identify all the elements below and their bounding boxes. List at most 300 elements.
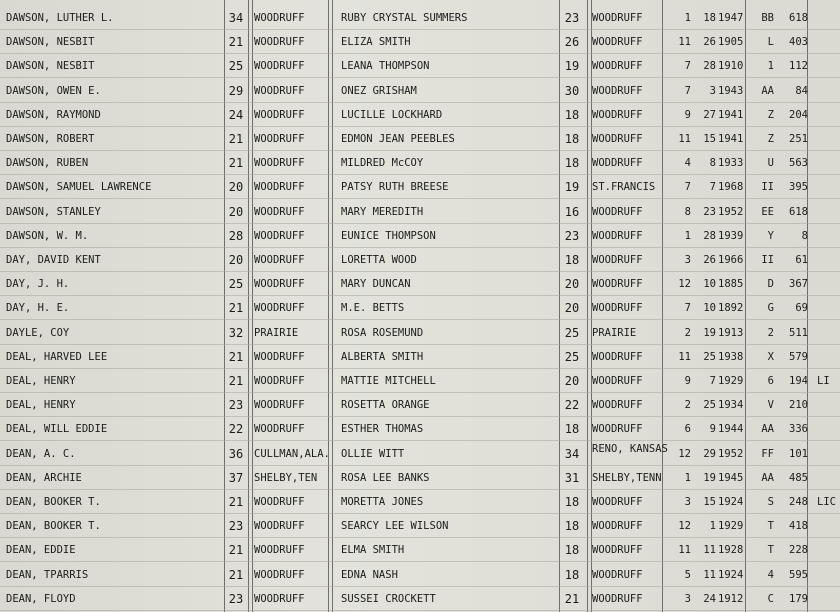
marriage-year: 1952 bbox=[718, 205, 744, 218]
bride-residence: WOODRUFF bbox=[592, 496, 643, 508]
record-row bbox=[0, 369, 840, 393]
marriage-year: 1944 bbox=[718, 423, 744, 436]
marriage-year: 1945 bbox=[718, 471, 744, 484]
bride-name: LUCILLE LOCKHARD bbox=[341, 108, 443, 121]
record-page: 618 bbox=[789, 205, 808, 218]
bride-name: OLLIE WITT bbox=[341, 447, 405, 460]
groom-age: 36 bbox=[228, 446, 244, 461]
marriage-year: 1943 bbox=[718, 84, 744, 97]
record-book: T bbox=[767, 520, 774, 533]
bride-age: 26 bbox=[564, 35, 580, 50]
record-row bbox=[0, 514, 840, 538]
marriage-month: 7 bbox=[684, 181, 691, 194]
bride-age: 18 bbox=[564, 132, 580, 146]
bride-residence: WOODRUFF bbox=[592, 568, 643, 581]
marriage-year: 1934 bbox=[718, 399, 744, 412]
groom-age: 20 bbox=[228, 204, 244, 219]
groom-name: DAWSON, SAMUEL LAWRENCE bbox=[6, 181, 152, 194]
bride-age: 21 bbox=[564, 591, 580, 606]
record-page: 194 bbox=[789, 375, 808, 387]
bride-age: 19 bbox=[564, 180, 580, 195]
groom-residence: WOODRUFF bbox=[254, 205, 305, 218]
groom-residence: WOODRUFF bbox=[254, 423, 305, 436]
groom-name: DEAN, A. C. bbox=[6, 447, 76, 460]
marriage-day: 3 bbox=[709, 84, 716, 97]
marriage-day: 25 bbox=[703, 399, 716, 412]
groom-name: DEAN, BOOKER T. bbox=[6, 520, 101, 533]
bride-name: MILDRED McCOY bbox=[341, 157, 424, 170]
marriage-day: 9 bbox=[709, 423, 716, 436]
marriage-month: 2 bbox=[684, 326, 691, 339]
groom-residence: WOODRUFF bbox=[254, 592, 305, 605]
groom-residence: WOODRUFF bbox=[254, 157, 305, 170]
bride-age: 20 bbox=[564, 277, 580, 292]
bride-residence: WOODRUFF bbox=[592, 350, 643, 363]
groom-age: 32 bbox=[228, 325, 244, 340]
bride-name: M.E. BETTS bbox=[341, 302, 405, 315]
groom-name: DEAN, ARCHIE bbox=[6, 471, 82, 484]
marriage-year: 1952 bbox=[718, 447, 744, 460]
marriage-month: 12 bbox=[678, 447, 691, 460]
groom-age: 20 bbox=[228, 253, 244, 267]
marriage-day: 7 bbox=[709, 181, 716, 194]
groom-name: DEAN, FLOYD bbox=[6, 592, 76, 605]
groom-age: 21 bbox=[228, 567, 244, 582]
bride-age: 18 bbox=[564, 519, 580, 534]
groom-residence: WOODRUFF bbox=[254, 60, 305, 73]
marriage-month: 1 bbox=[684, 12, 691, 24]
bride-name: ROSETTA ORANGE bbox=[341, 399, 430, 412]
bride-age: 30 bbox=[564, 83, 580, 98]
bride-residence: WOODRUFF bbox=[592, 60, 643, 73]
bride-residence: RENO, KANSAS bbox=[592, 442, 668, 455]
groom-name: DEAN, BOOKER T. bbox=[6, 496, 101, 508]
groom-age: 23 bbox=[228, 398, 244, 413]
groom-residence: WOODRUFF bbox=[254, 133, 305, 145]
groom-name: DAWSON, NESBIT bbox=[6, 36, 95, 49]
groom-name: DAWSON, OWEN E. bbox=[6, 84, 101, 97]
record-page: 418 bbox=[789, 520, 808, 533]
marriage-day: 15 bbox=[703, 496, 716, 508]
marriage-year: 1913 bbox=[718, 326, 744, 339]
bride-residence: WOODRUFF bbox=[592, 229, 643, 242]
record-page: 112 bbox=[789, 60, 808, 73]
record-book: S bbox=[767, 496, 774, 508]
record-row bbox=[0, 103, 840, 127]
marriage-day: 24 bbox=[703, 592, 716, 605]
groom-residence: WOODRUFF bbox=[254, 520, 305, 533]
bride-residence: WOODRUFF bbox=[592, 423, 643, 436]
bride-age: 34 bbox=[564, 446, 580, 461]
record-page: 69 bbox=[795, 302, 808, 315]
record-page: 563 bbox=[789, 157, 808, 170]
bride-name: MORETTA JONES bbox=[341, 496, 424, 508]
record-book: II bbox=[761, 181, 774, 194]
marriage-month: 9 bbox=[684, 108, 691, 121]
groom-residence: WOODRUFF bbox=[254, 36, 305, 49]
marriage-year: 1947 bbox=[718, 12, 744, 24]
bride-residence: PRAIRIE bbox=[592, 326, 637, 339]
marriage-year: 1885 bbox=[718, 278, 744, 291]
marriage-month: 7 bbox=[684, 84, 691, 97]
record-book: L bbox=[767, 36, 774, 49]
groom-residence: WOODRUFF bbox=[254, 568, 305, 581]
record-row bbox=[0, 248, 840, 272]
marriage-month: 3 bbox=[684, 254, 691, 266]
groom-age: 29 bbox=[228, 83, 244, 98]
bride-name: SEARCY LEE WILSON bbox=[341, 520, 449, 533]
record-row bbox=[0, 30, 840, 54]
bride-age: 16 bbox=[564, 204, 580, 219]
groom-residence: SHELBY,TEN bbox=[254, 471, 318, 484]
bride-age: 18 bbox=[564, 107, 580, 122]
record-row bbox=[0, 151, 840, 175]
marriage-month: 11 bbox=[678, 133, 691, 145]
bride-name: MARY MEREDITH bbox=[341, 205, 424, 218]
record-row bbox=[0, 417, 840, 441]
marriage-day: 26 bbox=[703, 36, 716, 49]
marriage-month: 6 bbox=[684, 423, 691, 436]
record-book: 6 bbox=[767, 375, 774, 387]
bride-age: 18 bbox=[564, 495, 580, 509]
marriage-month: 11 bbox=[678, 544, 691, 557]
record-row bbox=[0, 321, 840, 345]
marriage-month: 1 bbox=[684, 471, 691, 484]
marriage-year: 1941 bbox=[718, 133, 744, 145]
bride-age: 18 bbox=[564, 543, 580, 558]
marriage-month: 3 bbox=[684, 592, 691, 605]
groom-residence: WOODRUFF bbox=[254, 302, 305, 315]
record-book: 1 bbox=[767, 60, 774, 73]
record-page: 618 bbox=[789, 12, 808, 24]
record-page: 511 bbox=[789, 326, 808, 339]
record-page: 579 bbox=[789, 350, 808, 363]
bride-age: 31 bbox=[564, 470, 580, 485]
marriage-year: 1924 bbox=[718, 496, 744, 508]
record-row bbox=[0, 127, 840, 151]
bride-name: EUNICE THOMPSON bbox=[341, 229, 436, 242]
marriage-month: 1 bbox=[684, 229, 691, 242]
marriage-day: 29 bbox=[703, 447, 716, 460]
record-row bbox=[0, 296, 840, 320]
bride-residence: WOODRUFF bbox=[592, 205, 643, 218]
record-row bbox=[0, 175, 840, 199]
bride-residence: WOODRUFF bbox=[592, 302, 643, 315]
record-book: 2 bbox=[767, 326, 774, 339]
record-book: BB bbox=[761, 12, 774, 24]
record-book: T bbox=[767, 544, 774, 557]
groom-age: 21 bbox=[228, 132, 244, 146]
groom-age: 21 bbox=[228, 543, 244, 558]
record-page: 179 bbox=[789, 592, 808, 605]
record-page: 84 bbox=[795, 84, 808, 97]
record-row bbox=[0, 224, 840, 248]
bride-residence: WOODRUFF bbox=[592, 520, 643, 533]
marriage-day: 18 bbox=[703, 12, 716, 24]
record-book: U bbox=[767, 157, 774, 170]
groom-age: 37 bbox=[228, 470, 244, 485]
marriage-day: 10 bbox=[703, 278, 716, 291]
bride-age: 18 bbox=[564, 156, 580, 171]
groom-age: 21 bbox=[228, 374, 244, 388]
marriage-day: 8 bbox=[709, 157, 716, 170]
bride-name: EDMON JEAN PEEBLES bbox=[341, 133, 455, 145]
marriage-month: 3 bbox=[684, 496, 691, 508]
bride-age: 20 bbox=[564, 301, 580, 316]
groom-residence: WOODRUFF bbox=[254, 12, 305, 24]
groom-name: DAWSON, NESBIT bbox=[6, 60, 95, 73]
marriage-month: 9 bbox=[684, 375, 691, 387]
marriage-year: 1929 bbox=[718, 375, 744, 387]
groom-name: DEAL, HARVED LEE bbox=[6, 350, 108, 363]
bride-age: 22 bbox=[564, 398, 580, 413]
record-page: 248 bbox=[789, 496, 808, 508]
marriage-month: 5 bbox=[684, 568, 691, 581]
marriage-month: 7 bbox=[684, 60, 691, 73]
groom-age: 25 bbox=[228, 59, 244, 74]
marriage-year: 1912 bbox=[718, 592, 744, 605]
marriage-day: 1 bbox=[709, 520, 716, 533]
marriage-year: 1892 bbox=[718, 302, 744, 315]
groom-residence: WOODRUFF bbox=[254, 399, 305, 412]
groom-name: DAYLE, COY bbox=[6, 326, 70, 339]
groom-residence: WOODRUFF bbox=[254, 229, 305, 242]
groom-residence: PRAIRIE bbox=[254, 326, 299, 339]
bride-age: 18 bbox=[564, 422, 580, 437]
bride-residence: WOODRUFF bbox=[592, 84, 643, 97]
bride-name: ROSA ROSEMUND bbox=[341, 326, 424, 339]
record-row bbox=[0, 442, 840, 466]
marriage-year: 1928 bbox=[718, 544, 744, 557]
record-book: AA bbox=[761, 84, 774, 97]
marriage-day: 19 bbox=[703, 471, 716, 484]
record-page: 403 bbox=[789, 36, 808, 49]
marriage-day: 11 bbox=[703, 568, 716, 581]
record-book: EE bbox=[761, 205, 774, 218]
bride-residence: WOODRUFF bbox=[592, 12, 643, 24]
marriage-year: 1968 bbox=[718, 181, 744, 194]
marriage-year: 1938 bbox=[718, 350, 744, 363]
marriage-year: 1966 bbox=[718, 254, 744, 266]
record-book: AA bbox=[761, 423, 774, 436]
bride-age: 25 bbox=[564, 325, 580, 340]
marriage-day: 7 bbox=[709, 375, 716, 387]
marriage-day: 11 bbox=[703, 544, 716, 557]
record-page: 210 bbox=[789, 399, 808, 412]
groom-residence: WOODRUFF bbox=[254, 278, 305, 291]
groom-name: DEAN, TPARRIS bbox=[6, 568, 89, 581]
record-row bbox=[0, 272, 840, 296]
record-book: Z bbox=[767, 108, 774, 121]
record-book: II bbox=[761, 254, 774, 266]
groom-name: DAWSON, ROBERT bbox=[6, 133, 95, 145]
groom-residence: WOODRUFF bbox=[254, 544, 305, 557]
bride-residence: WOODRUFF bbox=[592, 254, 643, 266]
groom-name: DAWSON, RAYMOND bbox=[6, 108, 101, 121]
marriage-day: 26 bbox=[703, 254, 716, 266]
record-page: 228 bbox=[789, 544, 808, 557]
record-page: 61 bbox=[795, 254, 808, 266]
groom-age: 23 bbox=[228, 519, 244, 534]
groom-residence: WOODRUFF bbox=[254, 496, 305, 508]
marriage-month: 8 bbox=[684, 205, 691, 218]
bride-age: 18 bbox=[564, 253, 580, 267]
groom-name: DEAN, EDDIE bbox=[6, 544, 76, 557]
bride-age: 18 bbox=[564, 567, 580, 582]
record-book: AA bbox=[761, 471, 774, 484]
record-book: Y bbox=[767, 229, 774, 242]
bride-name: EDNA NASH bbox=[341, 568, 398, 581]
marriage-month: 2 bbox=[684, 399, 691, 412]
groom-age: 24 bbox=[228, 107, 244, 122]
marriage-month: 7 bbox=[684, 302, 691, 315]
record-row bbox=[0, 466, 840, 490]
record-row bbox=[0, 563, 840, 587]
groom-age: 23 bbox=[228, 591, 244, 606]
record-book: FF bbox=[761, 447, 774, 460]
marriage-year: 1924 bbox=[718, 568, 744, 581]
bride-residence: SHELBY,TENN bbox=[592, 471, 662, 484]
marriage-year: 1905 bbox=[718, 36, 744, 49]
bride-name: ELIZA SMITH bbox=[341, 36, 411, 49]
bride-name: ROSA LEE BANKS bbox=[341, 471, 430, 484]
record-page: 8 bbox=[801, 229, 808, 242]
bride-name: MATTIE MITCHELL bbox=[341, 375, 436, 387]
marriage-day: 28 bbox=[703, 229, 716, 242]
record-row bbox=[0, 538, 840, 562]
groom-name: DEAL, HENRY bbox=[6, 375, 76, 387]
record-row bbox=[0, 490, 840, 514]
bride-age: 25 bbox=[564, 349, 580, 364]
groom-name: DAWSON, STANLEY bbox=[6, 205, 101, 218]
groom-name: DAWSON, W. M. bbox=[6, 229, 89, 242]
groom-name: DAWSON, RUBEN bbox=[6, 157, 89, 170]
groom-age: 20 bbox=[228, 180, 244, 195]
bride-residence: WODDRUFF bbox=[592, 157, 643, 170]
bride-name: LEANA THOMPSON bbox=[341, 60, 430, 73]
bride-residence: WOODRUFF bbox=[592, 278, 643, 291]
bride-age: 23 bbox=[564, 11, 580, 25]
bride-age: 19 bbox=[564, 59, 580, 74]
marriage-year: 1939 bbox=[718, 229, 744, 242]
record-book: C bbox=[767, 592, 774, 605]
marriage-month: 11 bbox=[678, 36, 691, 49]
bride-residence: WOODRUFF bbox=[592, 399, 643, 412]
record-page: 101 bbox=[789, 447, 808, 460]
marriage-month: 12 bbox=[678, 520, 691, 533]
record-book: D bbox=[767, 278, 774, 291]
record-row bbox=[0, 200, 840, 224]
groom-name: DAY, DAVID KENT bbox=[6, 254, 101, 266]
bride-age: 23 bbox=[564, 228, 580, 243]
record-page: 595 bbox=[789, 568, 808, 581]
groom-age: 28 bbox=[228, 228, 244, 243]
marriage-day: 15 bbox=[703, 133, 716, 145]
bride-residence: WOODRUFF bbox=[592, 592, 643, 605]
record-book: X bbox=[767, 350, 774, 363]
groom-age: 34 bbox=[228, 11, 244, 25]
groom-name: DEAL, HENRY bbox=[6, 399, 76, 412]
groom-residence: WOODRUFF bbox=[254, 84, 305, 97]
groom-name: DAY, H. E. bbox=[6, 302, 70, 315]
groom-residence: CULLMAN,ALA. bbox=[254, 447, 330, 460]
groom-age: 21 bbox=[228, 349, 244, 364]
record-page: 485 bbox=[789, 471, 808, 484]
groom-residence: WOODRUFF bbox=[254, 108, 305, 121]
record-page: 204 bbox=[789, 108, 808, 121]
marriage-year: 1910 bbox=[718, 60, 744, 73]
groom-age: 21 bbox=[228, 495, 244, 509]
marriage-day: 10 bbox=[703, 302, 716, 315]
bride-name: SUSSEI CROCKETT bbox=[341, 592, 436, 605]
margin-note: LI bbox=[817, 375, 830, 387]
record-book: 4 bbox=[767, 568, 774, 581]
groom-name: DAWSON, LUTHER L. bbox=[6, 12, 114, 24]
record-book: V bbox=[767, 399, 774, 412]
margin-note: LIC bbox=[817, 496, 836, 508]
record-book: Z bbox=[767, 133, 774, 145]
bride-name: ELMA SMITH bbox=[341, 544, 405, 557]
bride-name: PATSY RUTH BREESE bbox=[341, 181, 449, 194]
bride-residence: WOODRUFF bbox=[592, 108, 643, 121]
marriage-day: 23 bbox=[703, 205, 716, 218]
record-page: 367 bbox=[789, 278, 808, 291]
record-page: 251 bbox=[789, 133, 808, 145]
record-page: 395 bbox=[789, 181, 808, 194]
bride-age: 20 bbox=[564, 374, 580, 388]
bride-residence: WOODRUFF bbox=[592, 36, 643, 49]
bride-residence: WOODRUFF bbox=[592, 375, 643, 387]
groom-age: 22 bbox=[228, 422, 244, 437]
bride-residence: WOODRUFF bbox=[592, 544, 643, 557]
record-row bbox=[0, 6, 840, 30]
marriage-month: 12 bbox=[678, 278, 691, 291]
bride-name: ONEZ GRISHAM bbox=[341, 84, 417, 97]
bride-name: RUBY CRYSTAL SUMMERS bbox=[341, 12, 468, 24]
groom-age: 25 bbox=[228, 277, 244, 292]
record-book: G bbox=[767, 302, 774, 315]
bride-residence: WOODRUFF bbox=[592, 133, 643, 145]
groom-residence: WOODRUFF bbox=[254, 350, 305, 363]
bride-name: MARY DUNCAN bbox=[341, 278, 411, 291]
marriage-day: 27 bbox=[703, 108, 716, 121]
marriage-day: 25 bbox=[703, 350, 716, 363]
groom-residence: WOODRUFF bbox=[254, 254, 305, 266]
marriage-year: 1933 bbox=[718, 157, 744, 170]
bride-name: ESTHER THOMAS bbox=[341, 423, 424, 436]
record-row bbox=[0, 54, 840, 78]
record-row bbox=[0, 393, 840, 417]
groom-age: 21 bbox=[228, 301, 244, 316]
bride-name: ALBERTA SMITH bbox=[341, 350, 424, 363]
bride-name: LORETTA WOOD bbox=[341, 254, 417, 266]
marriage-month: 11 bbox=[678, 350, 691, 363]
bride-residence: ST.FRANCIS bbox=[592, 181, 656, 194]
marriage-month: 4 bbox=[684, 157, 691, 170]
marriage-year: 1941 bbox=[718, 108, 744, 121]
marriage-day: 19 bbox=[703, 326, 716, 339]
groom-age: 21 bbox=[228, 35, 244, 50]
marriage-year: 1929 bbox=[718, 520, 744, 533]
groom-age: 21 bbox=[228, 156, 244, 171]
groom-residence: WOODRUFF bbox=[254, 375, 305, 387]
record-row bbox=[0, 79, 840, 103]
groom-residence: WOODRUFF bbox=[254, 181, 305, 194]
marriage-day: 28 bbox=[703, 60, 716, 73]
groom-name: DEAL, WILL EDDIE bbox=[6, 423, 108, 436]
groom-name: DAY, J. H. bbox=[6, 278, 70, 291]
record-row bbox=[0, 345, 840, 369]
